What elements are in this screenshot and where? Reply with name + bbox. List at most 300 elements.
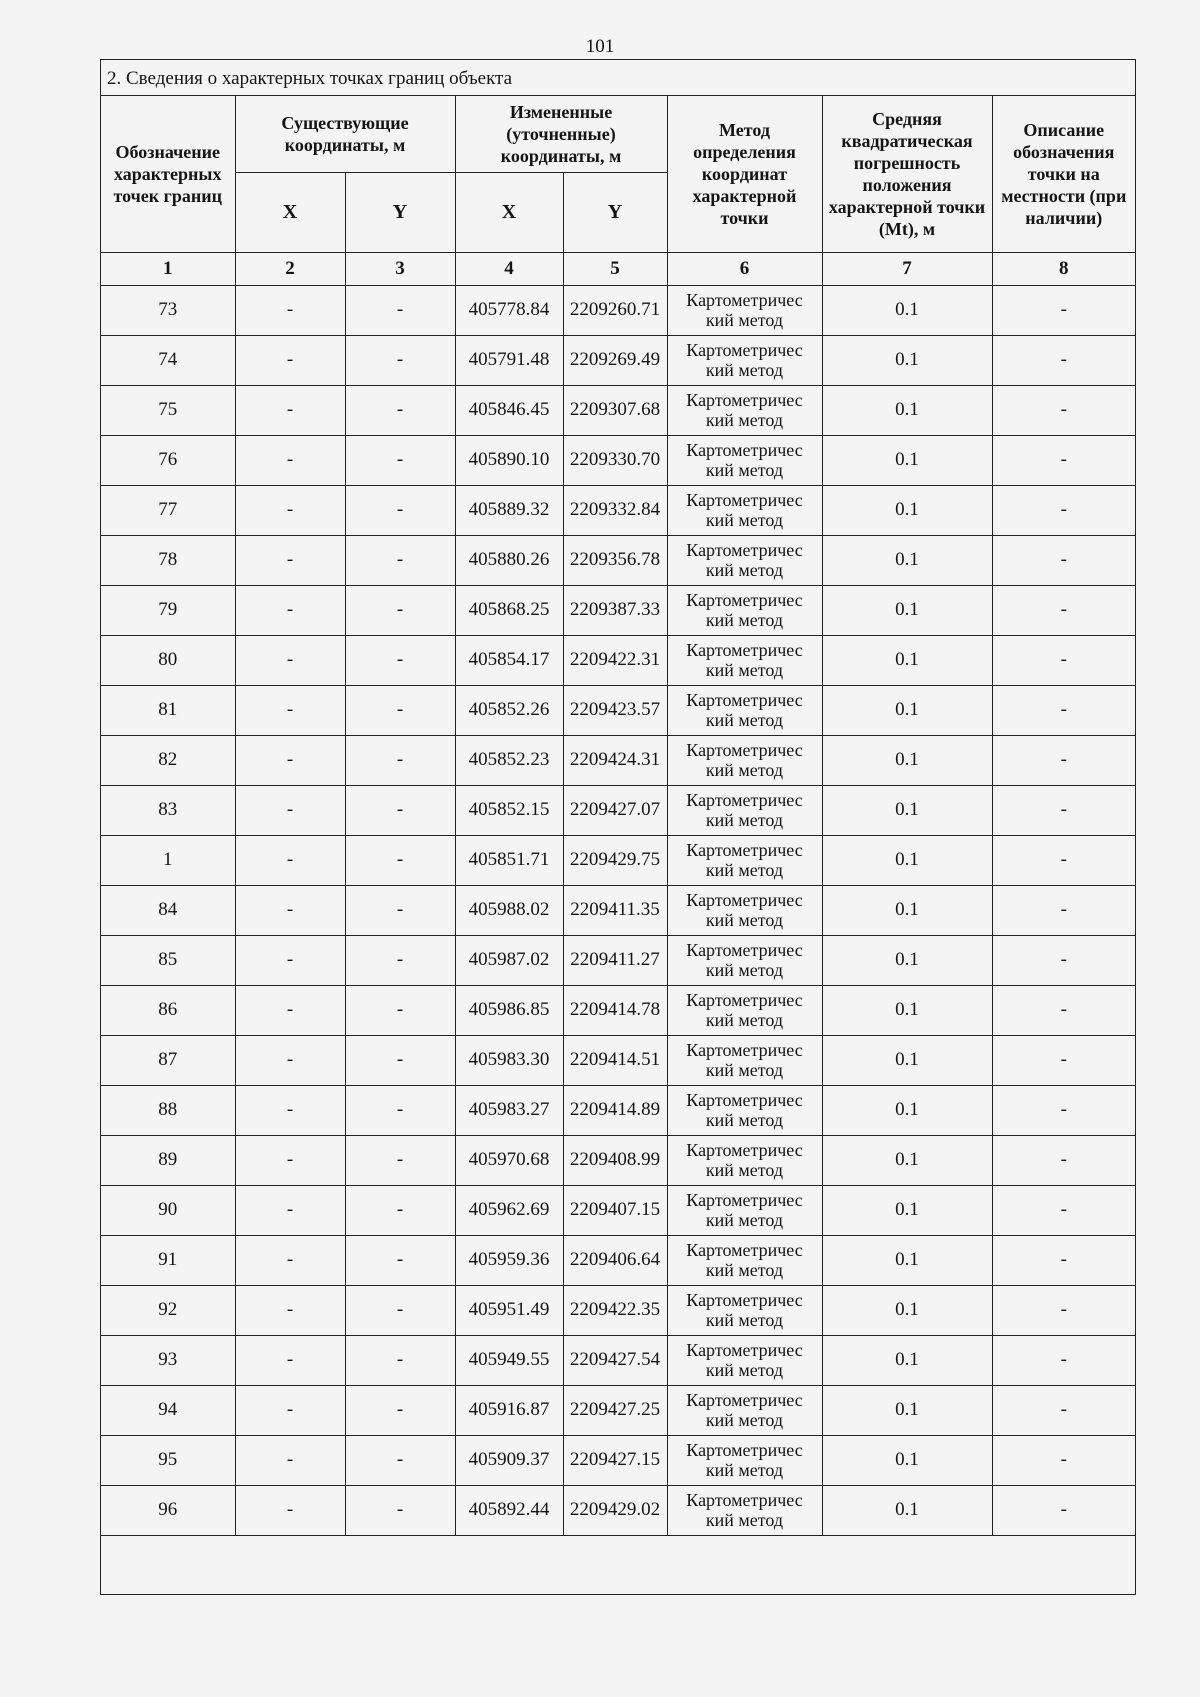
changed-y-cell: 2209269.49 bbox=[563, 335, 667, 385]
existing-x-cell: - bbox=[235, 935, 345, 985]
changed-x-cell: 405951.49 bbox=[455, 1285, 563, 1335]
mean-error-cell: 0.1 bbox=[822, 585, 992, 635]
existing-y-cell: - bbox=[345, 835, 455, 885]
description-cell: - bbox=[992, 685, 1135, 735]
method-text-line: Картометричес bbox=[686, 490, 803, 510]
method-text-line: кий метод bbox=[705, 1260, 784, 1280]
description-cell: - bbox=[992, 1235, 1135, 1285]
method-text-line: кий метод bbox=[705, 1110, 784, 1130]
existing-x-cell: - bbox=[235, 585, 345, 635]
existing-y-cell: - bbox=[345, 1235, 455, 1285]
method-text-line: Картометричес bbox=[686, 1190, 803, 1210]
column-number: 8 bbox=[992, 252, 1135, 285]
table-row bbox=[101, 935, 1135, 985]
method-text-line: кий метод bbox=[705, 1210, 784, 1230]
method-text-line: Картометричес bbox=[686, 1040, 803, 1060]
table-row bbox=[101, 635, 1135, 685]
existing-y-cell: - bbox=[345, 735, 455, 785]
table-row bbox=[101, 1335, 1135, 1385]
existing-x-cell: - bbox=[235, 735, 345, 785]
method-text-line: кий метод bbox=[705, 1310, 784, 1330]
mean-error-cell: 0.1 bbox=[822, 1235, 992, 1285]
method-text-line: Картометричес bbox=[686, 1440, 803, 1460]
method-text-line: Картометричес bbox=[686, 390, 803, 410]
existing-x-cell: - bbox=[235, 435, 345, 485]
changed-x-cell: 405890.10 bbox=[455, 435, 563, 485]
section-frame bbox=[100, 59, 1136, 1595]
point-id-cell: 1 bbox=[101, 835, 235, 885]
changed-y-cell: 2209427.15 bbox=[563, 1435, 667, 1485]
method-text-line: Картометричес bbox=[686, 690, 803, 710]
existing-y-cell: - bbox=[345, 985, 455, 1035]
point-id-cell: 89 bbox=[101, 1135, 235, 1185]
description-cell: - bbox=[992, 285, 1135, 335]
table-row bbox=[101, 685, 1135, 735]
method-text-line: кий метод bbox=[705, 1510, 784, 1530]
method-text-line: кий метод bbox=[705, 1460, 784, 1480]
column-number: 3 bbox=[345, 252, 455, 285]
mean-error-cell: 0.1 bbox=[822, 635, 992, 685]
changed-x-cell: 405983.30 bbox=[455, 1035, 563, 1085]
mean-error-cell: 0.1 bbox=[822, 1085, 992, 1135]
method-cell bbox=[667, 1485, 822, 1535]
method-text-line: Картометричес bbox=[686, 640, 803, 660]
mean-error-cell: 0.1 bbox=[822, 1335, 992, 1385]
method-text-line: Картометричес bbox=[686, 1390, 803, 1410]
existing-y-cell: - bbox=[345, 285, 455, 335]
page-number: 101 bbox=[585, 36, 615, 57]
changed-x-cell: 405854.17 bbox=[455, 635, 563, 685]
description-cell: - bbox=[992, 935, 1135, 985]
existing-y-cell: - bbox=[345, 635, 455, 685]
existing-y-cell: - bbox=[345, 1335, 455, 1385]
description-cell: - bbox=[992, 1435, 1135, 1485]
point-id-cell: 87 bbox=[101, 1035, 235, 1085]
point-id-cell: 81 bbox=[101, 685, 235, 735]
point-id-cell: 86 bbox=[101, 985, 235, 1035]
method-text-line: Картометричес bbox=[686, 1290, 803, 1310]
point-id-cell: 73 bbox=[101, 285, 235, 335]
mean-error-cell: 0.1 bbox=[822, 1035, 992, 1085]
existing-y-cell: - bbox=[345, 1485, 455, 1535]
existing-x-cell: - bbox=[235, 1285, 345, 1335]
point-id-cell: 75 bbox=[101, 385, 235, 435]
method-cell bbox=[667, 335, 822, 385]
mean-error-cell: 0.1 bbox=[822, 485, 992, 535]
table-row bbox=[101, 885, 1135, 935]
method-text-line: Картометричес bbox=[686, 1140, 803, 1160]
point-id-cell: 80 bbox=[101, 635, 235, 685]
column-number: 5 bbox=[563, 252, 667, 285]
table-body bbox=[101, 285, 1135, 1535]
point-id-cell: 82 bbox=[101, 735, 235, 785]
changed-x-cell: 405909.37 bbox=[455, 1435, 563, 1485]
existing-x-cell: - bbox=[235, 285, 345, 335]
method-text-line: кий метод bbox=[705, 310, 784, 330]
description-cell: - bbox=[992, 985, 1135, 1035]
changed-y-cell: 2209307.68 bbox=[563, 385, 667, 435]
changed-y-cell: 2209407.15 bbox=[563, 1185, 667, 1235]
existing-y-cell: - bbox=[345, 485, 455, 535]
changed-y-cell: 2209422.31 bbox=[563, 635, 667, 685]
method-text-line: Картометричес bbox=[686, 790, 803, 810]
description-cell: - bbox=[992, 885, 1135, 935]
description-cell: - bbox=[992, 1035, 1135, 1085]
method-cell bbox=[667, 1435, 822, 1485]
table-row bbox=[101, 1135, 1135, 1185]
point-id-cell: 95 bbox=[101, 1435, 235, 1485]
description-cell: - bbox=[992, 735, 1135, 785]
changed-y-cell: 2209411.27 bbox=[563, 935, 667, 985]
method-text-line: Картометричес bbox=[686, 290, 803, 310]
header-description: Описание обозначения точки на местности (при наличии) bbox=[992, 96, 1135, 252]
method-text-line: кий метод bbox=[705, 510, 784, 530]
changed-x-cell: 405791.48 bbox=[455, 335, 563, 385]
mean-error-cell: 0.1 bbox=[822, 335, 992, 385]
existing-y-cell: - bbox=[345, 685, 455, 735]
existing-y-cell: - bbox=[345, 1035, 455, 1085]
method-text-line: кий метод bbox=[705, 810, 784, 830]
changed-x-cell: 405852.23 bbox=[455, 735, 563, 785]
changed-x-cell: 405987.02 bbox=[455, 935, 563, 985]
changed-x-cell: 405868.25 bbox=[455, 585, 563, 635]
method-cell bbox=[667, 1235, 822, 1285]
method-cell bbox=[667, 435, 822, 485]
description-cell: - bbox=[992, 1135, 1135, 1185]
description-cell: - bbox=[992, 435, 1135, 485]
point-id-cell: 83 bbox=[101, 785, 235, 835]
mean-error-cell: 0.1 bbox=[822, 535, 992, 585]
existing-y-cell: - bbox=[345, 885, 455, 935]
header-method: Метод определения координат характерной точки bbox=[667, 96, 822, 252]
method-cell bbox=[667, 385, 822, 435]
method-text-line: Картометричес bbox=[686, 1490, 803, 1510]
point-id-cell: 78 bbox=[101, 535, 235, 585]
description-cell: - bbox=[992, 1285, 1135, 1335]
changed-x-cell: 405846.45 bbox=[455, 385, 563, 435]
point-id-cell: 84 bbox=[101, 885, 235, 935]
method-text-line: Картометричес bbox=[686, 440, 803, 460]
description-cell: - bbox=[992, 635, 1135, 685]
section-title: 2. Сведения о характерных точках границ объекта bbox=[101, 60, 1135, 96]
table-row bbox=[101, 835, 1135, 885]
table-row bbox=[101, 985, 1135, 1035]
method-cell bbox=[667, 1185, 822, 1235]
method-cell bbox=[667, 935, 822, 985]
header-changed-x: X bbox=[455, 172, 563, 252]
changed-x-cell: 405983.27 bbox=[455, 1085, 563, 1135]
point-id-cell: 74 bbox=[101, 335, 235, 385]
existing-x-cell: - bbox=[235, 835, 345, 885]
table-row bbox=[101, 1085, 1135, 1135]
point-id-cell: 77 bbox=[101, 485, 235, 535]
existing-x-cell: - bbox=[235, 685, 345, 735]
header-changed-coordinates: Измененные (уточненные) координаты, м bbox=[455, 96, 667, 172]
method-text-line: Картометричес bbox=[686, 540, 803, 560]
method-text-line: Картометричес bbox=[686, 1340, 803, 1360]
mean-error-cell: 0.1 bbox=[822, 385, 992, 435]
method-text-line: кий метод bbox=[705, 1010, 784, 1030]
mean-error-cell: 0.1 bbox=[822, 1135, 992, 1185]
changed-x-cell: 405852.26 bbox=[455, 685, 563, 735]
method-text-line: кий метод bbox=[705, 410, 784, 430]
changed-x-cell: 405988.02 bbox=[455, 885, 563, 935]
method-text-line: кий метод bbox=[705, 1060, 784, 1080]
description-cell: - bbox=[992, 385, 1135, 435]
description-cell: - bbox=[992, 835, 1135, 885]
method-cell bbox=[667, 535, 822, 585]
table-row bbox=[101, 735, 1135, 785]
description-cell: - bbox=[992, 585, 1135, 635]
method-cell bbox=[667, 885, 822, 935]
description-cell: - bbox=[992, 1085, 1135, 1135]
changed-y-cell: 2209424.31 bbox=[563, 735, 667, 785]
method-cell bbox=[667, 485, 822, 535]
changed-y-cell: 2209330.70 bbox=[563, 435, 667, 485]
column-number: 7 bbox=[822, 252, 992, 285]
existing-y-cell: - bbox=[345, 1135, 455, 1185]
header-existing-y: Y bbox=[345, 172, 455, 252]
existing-x-cell: - bbox=[235, 635, 345, 685]
mean-error-cell: 0.1 bbox=[822, 1385, 992, 1435]
method-cell bbox=[667, 1035, 822, 1085]
method-cell bbox=[667, 635, 822, 685]
existing-y-cell: - bbox=[345, 335, 455, 385]
mean-error-cell: 0.1 bbox=[822, 935, 992, 985]
existing-x-cell: - bbox=[235, 1135, 345, 1185]
method-text-line: кий метод bbox=[705, 1360, 784, 1380]
method-cell bbox=[667, 985, 822, 1035]
column-number: 2 bbox=[235, 252, 345, 285]
changed-x-cell: 405949.55 bbox=[455, 1335, 563, 1385]
changed-x-cell: 405959.36 bbox=[455, 1235, 563, 1285]
changed-y-cell: 2209260.71 bbox=[563, 285, 667, 335]
column-number: 6 bbox=[667, 252, 822, 285]
empty-footer-cell bbox=[101, 1535, 1135, 1572]
point-id-cell: 91 bbox=[101, 1235, 235, 1285]
column-number: 1 bbox=[101, 252, 235, 285]
existing-y-cell: - bbox=[345, 1385, 455, 1435]
method-text-line: кий метод bbox=[705, 1160, 784, 1180]
point-id-cell: 92 bbox=[101, 1285, 235, 1335]
existing-y-cell: - bbox=[345, 1185, 455, 1235]
existing-x-cell: - bbox=[235, 1335, 345, 1385]
header-existing-coordinates: Существующие координаты, м bbox=[235, 96, 455, 172]
existing-y-cell: - bbox=[345, 1435, 455, 1485]
changed-x-cell: 405880.26 bbox=[455, 535, 563, 585]
point-id-cell: 94 bbox=[101, 1385, 235, 1435]
point-id-cell: 85 bbox=[101, 935, 235, 985]
method-text-line: кий метод bbox=[705, 460, 784, 480]
mean-error-cell: 0.1 bbox=[822, 785, 992, 835]
table-row bbox=[101, 1035, 1135, 1085]
changed-x-cell: 405916.87 bbox=[455, 1385, 563, 1435]
existing-x-cell: - bbox=[235, 335, 345, 385]
method-text-line: кий метод bbox=[705, 560, 784, 580]
method-cell bbox=[667, 1385, 822, 1435]
table-row bbox=[101, 1385, 1135, 1435]
changed-x-cell: 405778.84 bbox=[455, 285, 563, 335]
changed-y-cell: 2209427.07 bbox=[563, 785, 667, 835]
existing-x-cell: - bbox=[235, 535, 345, 585]
method-text-line: Картометричес bbox=[686, 590, 803, 610]
point-id-cell: 79 bbox=[101, 585, 235, 635]
changed-y-cell: 2209411.35 bbox=[563, 885, 667, 935]
point-id-cell: 88 bbox=[101, 1085, 235, 1135]
changed-y-cell: 2209408.99 bbox=[563, 1135, 667, 1185]
empty-footer-row bbox=[101, 1535, 1135, 1572]
table-row bbox=[101, 435, 1135, 485]
method-cell bbox=[667, 685, 822, 735]
method-text-line: Картометричес bbox=[686, 1240, 803, 1260]
changed-x-cell: 405986.85 bbox=[455, 985, 563, 1035]
existing-y-cell: - bbox=[345, 535, 455, 585]
mean-error-cell: 0.1 bbox=[822, 685, 992, 735]
table-row bbox=[101, 485, 1135, 535]
header-point-designation: Обозначение характерных точек границ bbox=[101, 96, 235, 252]
existing-x-cell: - bbox=[235, 1035, 345, 1085]
existing-x-cell: - bbox=[235, 1485, 345, 1535]
method-cell bbox=[667, 285, 822, 335]
mean-error-cell: 0.1 bbox=[822, 735, 992, 785]
changed-y-cell: 2209387.33 bbox=[563, 585, 667, 635]
method-text-line: кий метод bbox=[705, 1410, 784, 1430]
header-changed-y: Y bbox=[563, 172, 667, 252]
existing-x-cell: - bbox=[235, 885, 345, 935]
method-text-line: кий метод bbox=[705, 710, 784, 730]
description-cell: - bbox=[992, 335, 1135, 385]
changed-y-cell: 2209427.25 bbox=[563, 1385, 667, 1435]
changed-x-cell: 405851.71 bbox=[455, 835, 563, 885]
method-cell bbox=[667, 735, 822, 785]
changed-x-cell: 405852.15 bbox=[455, 785, 563, 835]
mean-error-cell: 0.1 bbox=[822, 1435, 992, 1485]
existing-y-cell: - bbox=[345, 435, 455, 485]
point-id-cell: 76 bbox=[101, 435, 235, 485]
mean-error-cell: 0.1 bbox=[822, 1285, 992, 1335]
method-text-line: кий метод bbox=[705, 610, 784, 630]
header-existing-x: X bbox=[235, 172, 345, 252]
changed-y-cell: 2209429.02 bbox=[563, 1485, 667, 1535]
header-mean-error: Средняя квадратическая погрешность положения характерной точки (Mt), м bbox=[822, 96, 992, 252]
table-row bbox=[101, 385, 1135, 435]
method-cell bbox=[667, 1285, 822, 1335]
mean-error-cell: 0.1 bbox=[822, 285, 992, 335]
method-text-line: кий метод bbox=[705, 960, 784, 980]
existing-y-cell: - bbox=[345, 1285, 455, 1335]
method-cell bbox=[667, 835, 822, 885]
table-row bbox=[101, 785, 1135, 835]
changed-y-cell: 2209427.54 bbox=[563, 1335, 667, 1385]
description-cell: - bbox=[992, 535, 1135, 585]
description-cell: - bbox=[992, 785, 1135, 835]
changed-y-cell: 2209414.78 bbox=[563, 985, 667, 1035]
method-text-line: кий метод bbox=[705, 660, 784, 680]
method-text-line: Картометричес bbox=[686, 340, 803, 360]
changed-y-cell: 2209414.51 bbox=[563, 1035, 667, 1085]
existing-x-cell: - bbox=[235, 385, 345, 435]
method-cell bbox=[667, 585, 822, 635]
description-cell: - bbox=[992, 1385, 1135, 1435]
method-text-line: Картометричес bbox=[686, 1090, 803, 1110]
method-cell bbox=[667, 785, 822, 835]
existing-x-cell: - bbox=[235, 985, 345, 1035]
existing-x-cell: - bbox=[235, 485, 345, 535]
table-row bbox=[101, 1285, 1135, 1335]
changed-y-cell: 2209332.84 bbox=[563, 485, 667, 535]
method-text-line: Картометричес bbox=[686, 740, 803, 760]
changed-y-cell: 2209422.35 bbox=[563, 1285, 667, 1335]
mean-error-cell: 0.1 bbox=[822, 435, 992, 485]
method-cell bbox=[667, 1335, 822, 1385]
changed-y-cell: 2209356.78 bbox=[563, 535, 667, 585]
existing-y-cell: - bbox=[345, 585, 455, 635]
table-row bbox=[101, 535, 1135, 585]
point-id-cell: 96 bbox=[101, 1485, 235, 1535]
method-text-line: кий метод bbox=[705, 760, 784, 780]
column-number-row bbox=[101, 252, 1135, 285]
existing-x-cell: - bbox=[235, 785, 345, 835]
changed-x-cell: 405970.68 bbox=[455, 1135, 563, 1185]
method-text-line: Картометричес bbox=[686, 940, 803, 960]
method-text-line: кий метод bbox=[705, 860, 784, 880]
method-text-line: кий метод bbox=[705, 910, 784, 930]
column-number: 4 bbox=[455, 252, 563, 285]
existing-y-cell: - bbox=[345, 785, 455, 835]
existing-y-cell: - bbox=[345, 935, 455, 985]
description-cell: - bbox=[992, 1335, 1135, 1385]
table-row bbox=[101, 1235, 1135, 1285]
method-text-line: Картометричес bbox=[686, 890, 803, 910]
table-row bbox=[101, 585, 1135, 635]
existing-x-cell: - bbox=[235, 1085, 345, 1135]
description-cell: - bbox=[992, 1185, 1135, 1235]
table-row bbox=[101, 335, 1135, 385]
existing-x-cell: - bbox=[235, 1235, 345, 1285]
mean-error-cell: 0.1 bbox=[822, 1185, 992, 1235]
existing-x-cell: - bbox=[235, 1385, 345, 1435]
table-row bbox=[101, 1485, 1135, 1535]
changed-x-cell: 405892.44 bbox=[455, 1485, 563, 1535]
existing-x-cell: - bbox=[235, 1435, 345, 1485]
point-id-cell: 93 bbox=[101, 1335, 235, 1385]
description-cell: - bbox=[992, 485, 1135, 535]
method-text-line: Картометричес bbox=[686, 840, 803, 860]
mean-error-cell: 0.1 bbox=[822, 1485, 992, 1535]
method-cell bbox=[667, 1085, 822, 1135]
method-text-line: Картометричес bbox=[686, 990, 803, 1010]
changed-y-cell: 2209414.89 bbox=[563, 1085, 667, 1135]
method-text-line: кий метод bbox=[705, 360, 784, 380]
method-cell bbox=[667, 1135, 822, 1185]
mean-error-cell: 0.1 bbox=[822, 885, 992, 935]
existing-y-cell: - bbox=[345, 1085, 455, 1135]
existing-y-cell: - bbox=[345, 385, 455, 435]
changed-y-cell: 2209406.64 bbox=[563, 1235, 667, 1285]
mean-error-cell: 0.1 bbox=[822, 985, 992, 1035]
table-row bbox=[101, 1185, 1135, 1235]
table-row bbox=[101, 1435, 1135, 1485]
changed-x-cell: 405962.69 bbox=[455, 1185, 563, 1235]
changed-x-cell: 405889.32 bbox=[455, 485, 563, 535]
point-id-cell: 90 bbox=[101, 1185, 235, 1235]
table-row bbox=[101, 285, 1135, 335]
existing-x-cell: - bbox=[235, 1185, 345, 1235]
changed-y-cell: 2209429.75 bbox=[563, 835, 667, 885]
description-cell: - bbox=[992, 1485, 1135, 1535]
boundary-points-table bbox=[101, 96, 1135, 1572]
mean-error-cell: 0.1 bbox=[822, 835, 992, 885]
